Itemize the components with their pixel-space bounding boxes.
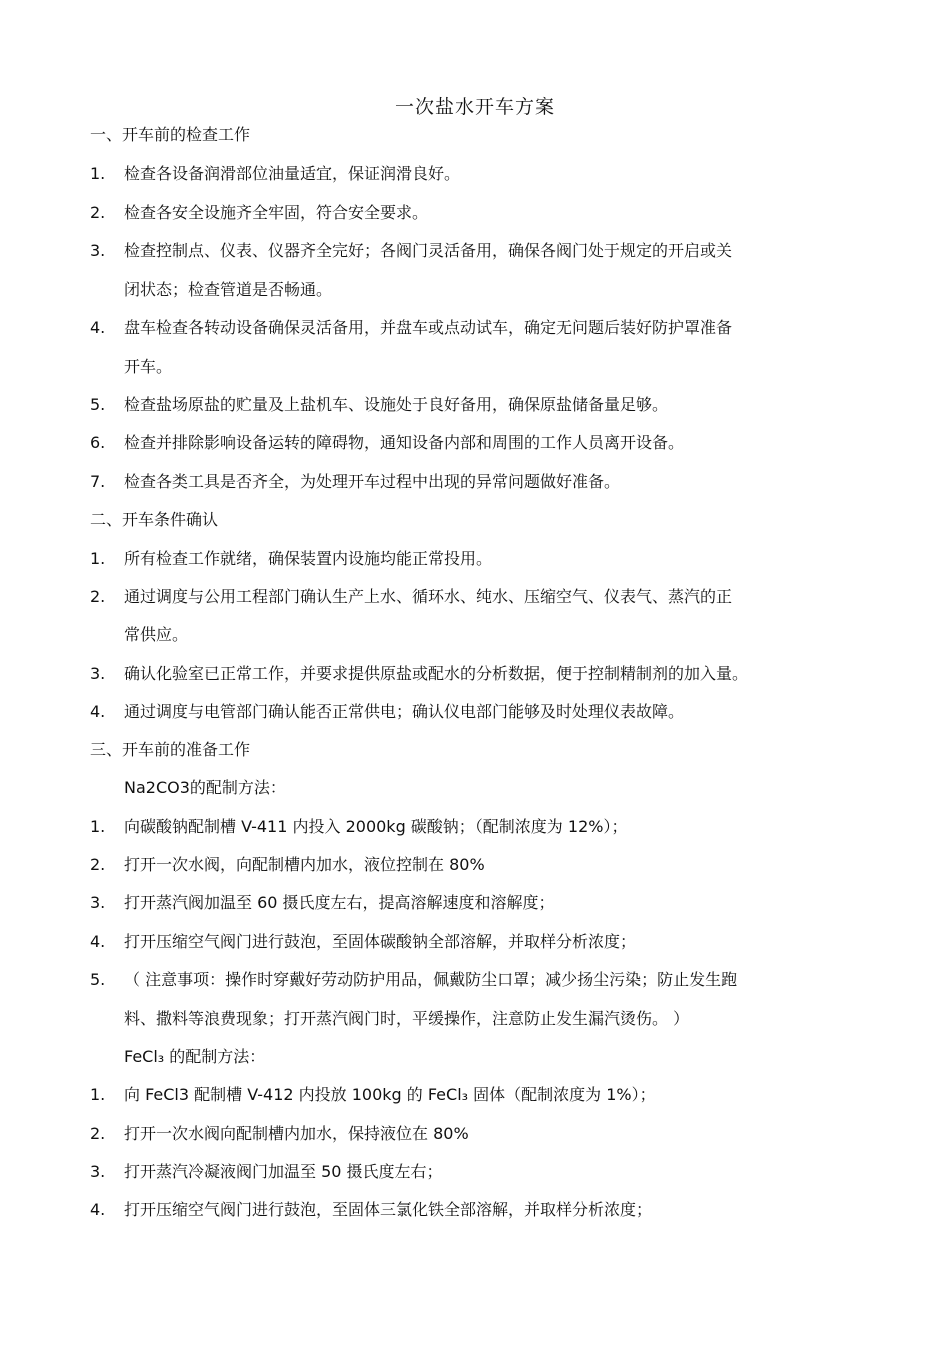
list-item-number: 5. bbox=[90, 970, 106, 989]
list-item-number: 6. bbox=[90, 433, 106, 452]
list-item-number: 1. bbox=[90, 549, 106, 568]
list-item-number: 4. bbox=[90, 702, 106, 721]
list-item-number: 2. bbox=[90, 587, 106, 606]
line-text: Na2CO3的配制方法： bbox=[124, 778, 286, 797]
list-item-number: 4. bbox=[90, 1200, 106, 1219]
line-text: 打开蒸汽阀加温至 60 摄氏度左右，提高溶解速度和溶解度； bbox=[124, 893, 555, 912]
list-item-number: 3. bbox=[90, 664, 106, 683]
line-text: 盘车检查各转动设备确保灵活备用，并盘车或点动试车，确定无问题后装好防护罩准备 bbox=[124, 318, 733, 337]
line-text: 通过调度与电管部门确认能否正常供电；确认仪电部门能够及时处理仪表故障。 bbox=[124, 702, 685, 721]
line-text: 向碳酸钠配制槽 V-411 内投入 2000kg 碳酸钠；（配制浓度为 12%）； bbox=[124, 817, 628, 836]
line-text: 打开压缩空气阀门进行鼓泡，至固体碳酸钠全部溶解，并取样分析浓度； bbox=[124, 932, 637, 951]
line-text: 三、开车前的准备工作 bbox=[90, 740, 251, 759]
list-item-number: 7. bbox=[90, 472, 106, 491]
line-text: 检查各安全设施齐全牢固，符合安全要求。 bbox=[124, 203, 429, 222]
line-text: 打开蒸汽冷凝液阀门加温至 50 摄氏度左右； bbox=[124, 1162, 443, 1181]
line-text: 闭状态；检查管道是否畅通。 bbox=[124, 280, 333, 299]
line-text: 打开压缩空气阀门进行鼓泡，至固体三氯化铁全部溶解，并取样分析浓度； bbox=[124, 1200, 653, 1219]
list-item-number: 1. bbox=[90, 164, 106, 183]
list-item-number: 1. bbox=[90, 1085, 106, 1104]
list-item-number: 3. bbox=[90, 893, 106, 912]
line-text: 开车。 bbox=[124, 357, 173, 376]
list-item-number: 1. bbox=[90, 817, 106, 836]
line-text: 检查各类工具是否齐全，为处理开车过程中出现的异常问题做好准备。 bbox=[124, 472, 621, 491]
line-text: 确认化验室已正常工作，并要求提供原盐或配水的分析数据，便于控制精制剂的加入量。 bbox=[124, 664, 749, 683]
line-text: FeCl₃ 的配制方法： bbox=[124, 1047, 266, 1066]
line-text: 常供应。 bbox=[124, 625, 189, 644]
list-item-number: 4. bbox=[90, 318, 106, 337]
list-item-number: 5. bbox=[90, 395, 106, 414]
list-item-number: 2. bbox=[90, 203, 106, 222]
line-text: 打开一次水阀，向配制槽内加水，液位控制在 80% bbox=[124, 855, 485, 874]
line-text: 向 FeCl3 配制槽 V-412 内投放 100kg 的 FeCl₃ 固体（配制浓度为 1%）； bbox=[124, 1085, 656, 1104]
line-text: （ 注意事项：操作时穿戴好劳动防护用品，佩戴防尘口罩；减少扬尘污染；防止发生跑 bbox=[124, 970, 738, 989]
line-text: 料、撒料等浪费现象；打开蒸汽阀门时，平缓操作，注意防止发生漏汽烫伤。 ） bbox=[124, 1009, 690, 1028]
line-text: 一、开车前的检查工作 bbox=[90, 125, 251, 144]
list-item-number: 4. bbox=[90, 932, 106, 951]
document-title: 一次盐水开车方案 bbox=[394, 96, 555, 118]
line-text: 打开一次水阀向配制槽内加水，保持液位在 80% bbox=[124, 1124, 469, 1143]
line-text: 检查并排除影响设备运转的障碍物，通知设备内部和周围的工作人员离开设备。 bbox=[124, 433, 685, 452]
line-text: 通过调度与公用工程部门确认生产上水、循环水、纯水、压缩空气、仪表气、蒸汽的正 bbox=[124, 587, 733, 606]
line-text: 检查控制点、仪表、仪器齐全完好；各阀门灵活备用，确保各阀门处于规定的开启或关 bbox=[124, 241, 733, 260]
list-item-number: 3. bbox=[90, 1162, 106, 1181]
list-item-number: 3. bbox=[90, 241, 106, 260]
line-text: 检查各设备润滑部位油量适宜，保证润滑良好。 bbox=[124, 164, 461, 183]
line-text: 所有检查工作就绪，确保装置内设施均能正常投用。 bbox=[124, 549, 493, 568]
line-text: 检查盐场原盐的贮量及上盐机车、设施处于良好备用，确保原盐储备量足够。 bbox=[124, 395, 669, 414]
line-text: 二、开车条件确认 bbox=[90, 510, 219, 529]
list-item-number: 2. bbox=[90, 1124, 106, 1143]
list-item-number: 2. bbox=[90, 855, 106, 874]
